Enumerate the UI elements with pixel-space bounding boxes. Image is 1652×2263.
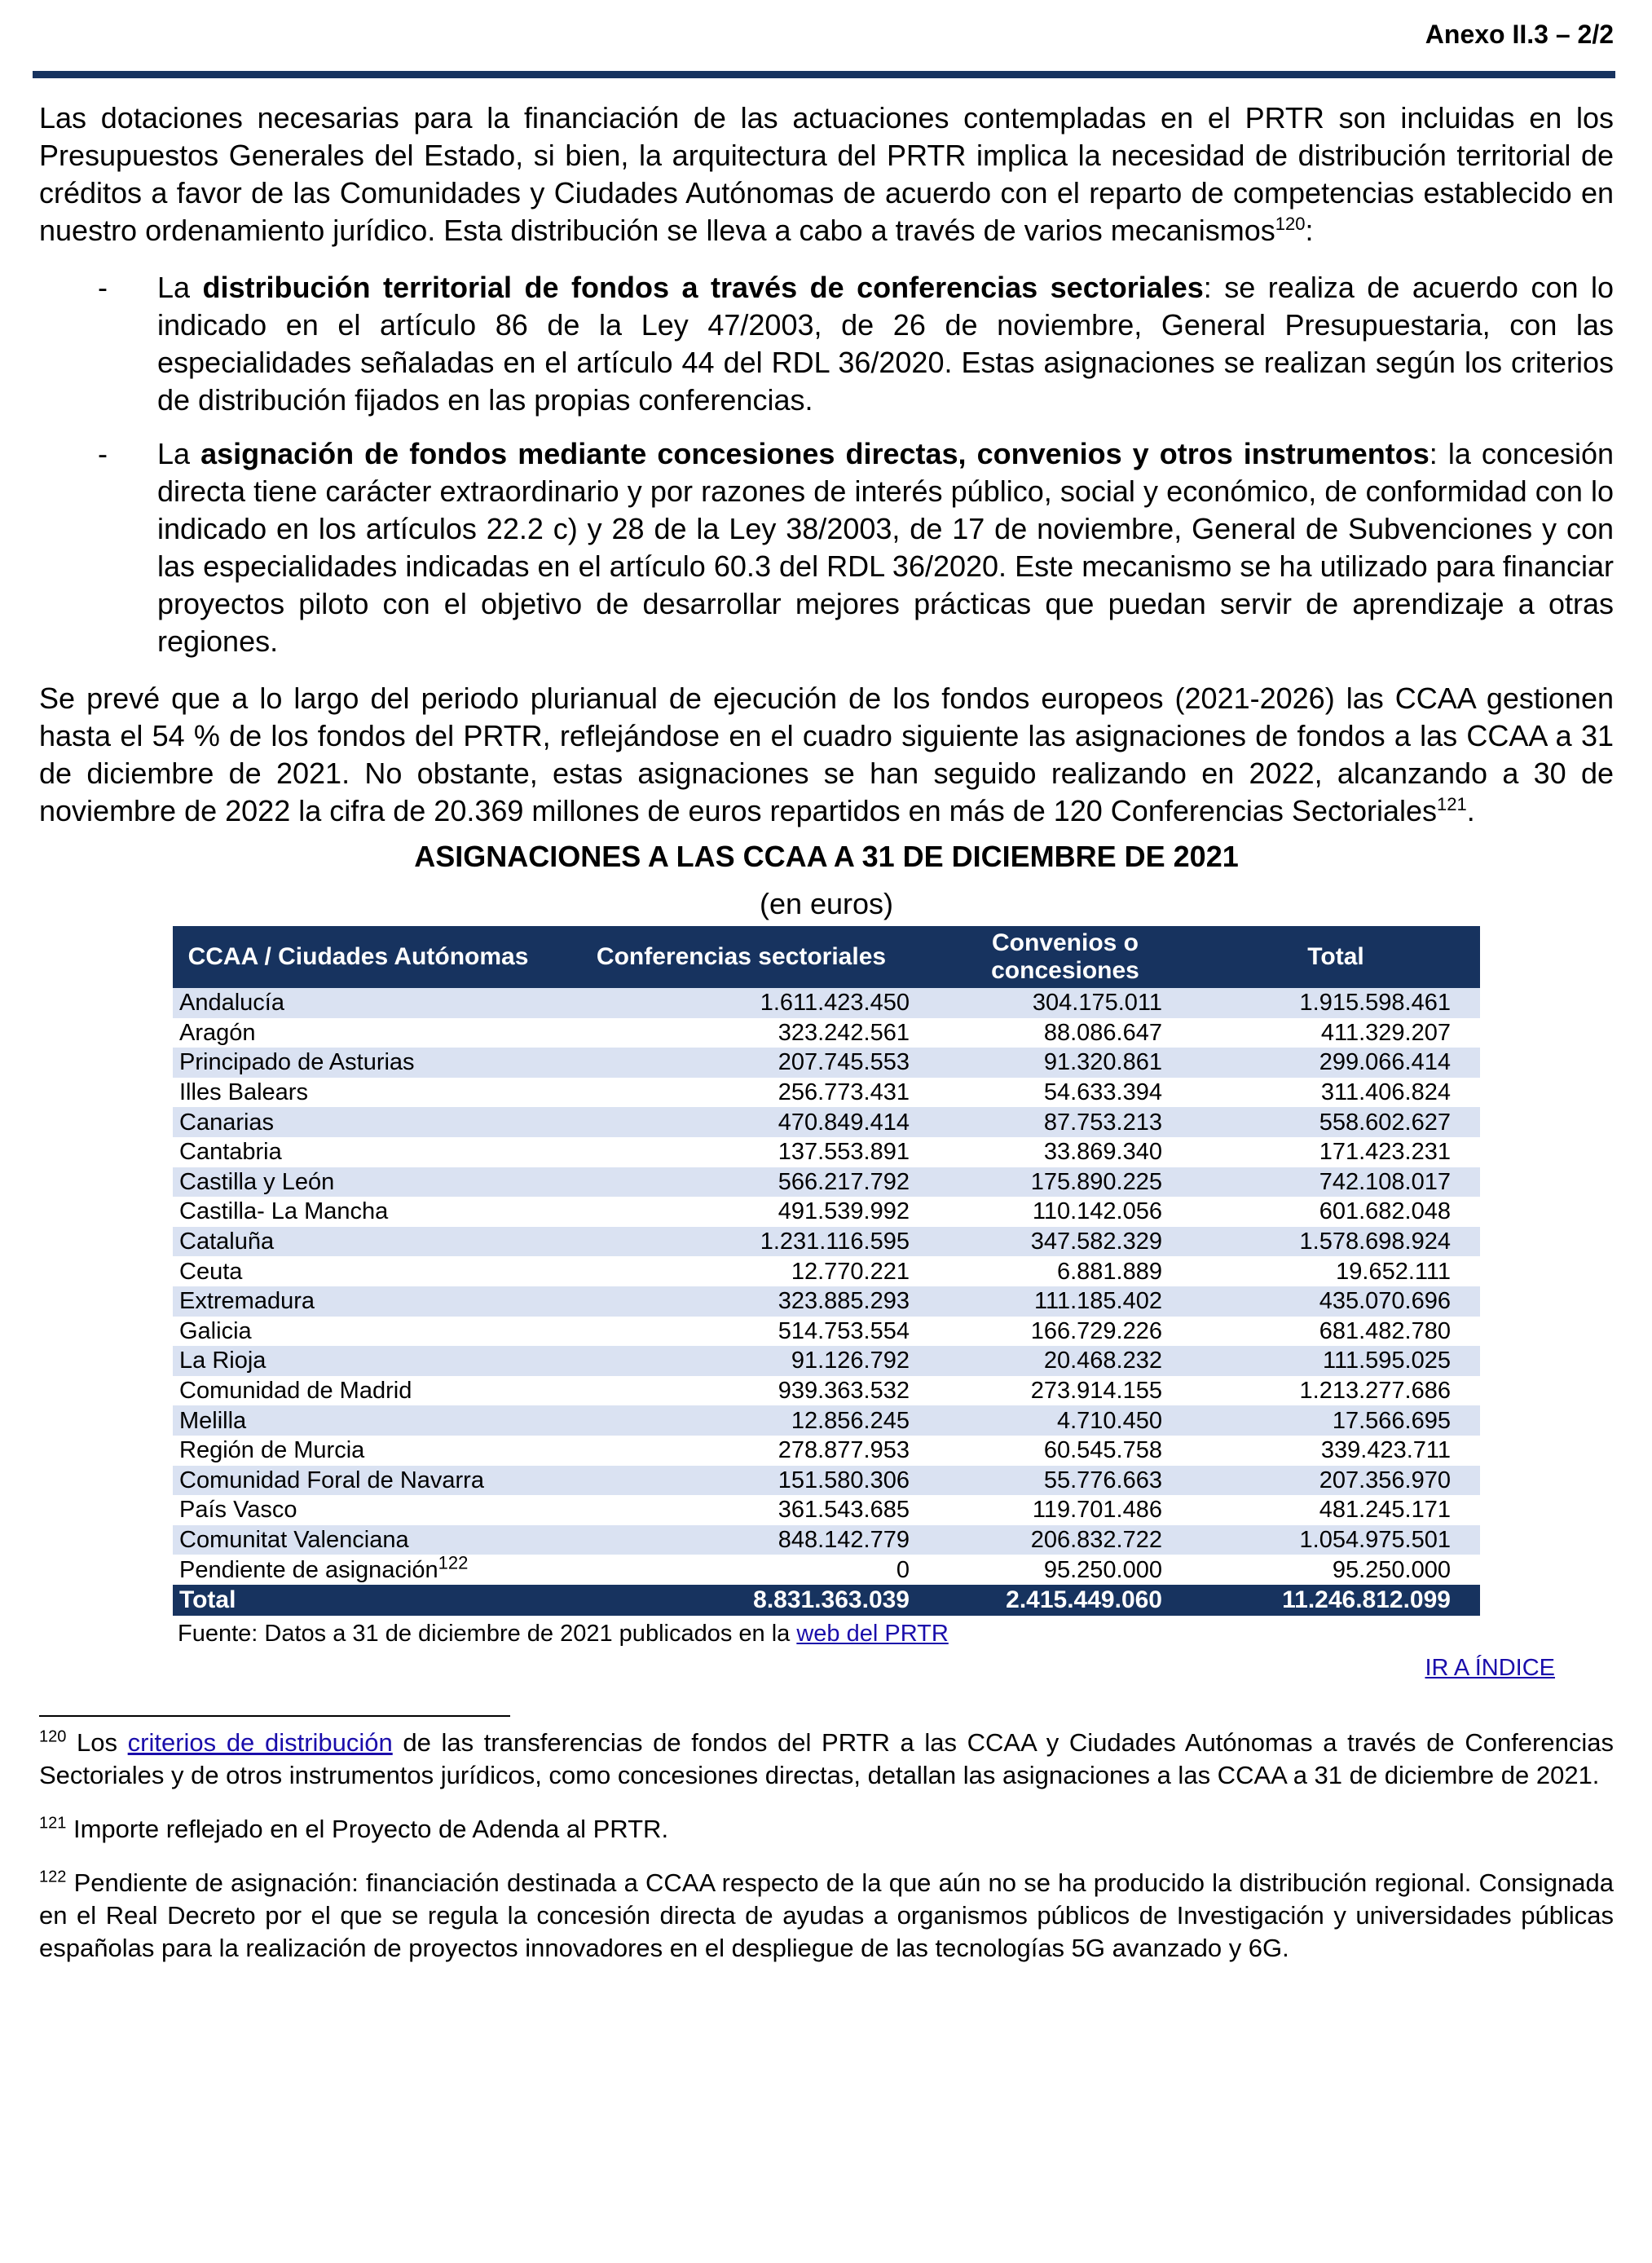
col-header-region: CCAA / Ciudades Autónomas xyxy=(173,926,544,988)
amount-cell: 1.915.598.461 xyxy=(1192,988,1480,1018)
region-name-cell: Cantabria xyxy=(173,1137,544,1167)
amount-cell: 171.423.231 xyxy=(1192,1137,1480,1167)
amount-cell: 1.213.277.686 xyxy=(1192,1376,1480,1406)
region-name-cell: Comunidad de Madrid xyxy=(173,1376,544,1406)
amount-cell: 742.108.017 xyxy=(1192,1167,1480,1198)
region-name-cell: País Vasco xyxy=(173,1495,544,1525)
region-name-cell: Extremadura xyxy=(173,1286,544,1317)
amount-cell: 566.217.792 xyxy=(544,1167,939,1198)
body-text xyxy=(39,99,1614,1986)
region-name-cell: Andalucía xyxy=(173,988,544,1018)
table-title: ASIGNACIONES A LAS CCAA A 31 DE DICIEMBRE DE 2021 xyxy=(414,840,1239,873)
amount-cell: 0 xyxy=(544,1555,939,1585)
region-name-cell xyxy=(173,1551,544,1585)
bullet-bold: distribución territorial de fondos a través de conferencias sectoriales xyxy=(202,271,1204,304)
table-row xyxy=(173,988,1480,1018)
amount-cell: 95.250.000 xyxy=(1192,1555,1480,1585)
amount-cell: 207.356.970 xyxy=(1192,1466,1480,1496)
amount-cell: 137.553.891 xyxy=(544,1137,939,1167)
table-row xyxy=(173,1048,1480,1078)
mechanism-list xyxy=(39,269,1614,660)
region-name-cell: Región de Murcia xyxy=(173,1436,544,1466)
amount-cell: 481.245.171 xyxy=(1192,1495,1480,1525)
table-row xyxy=(173,1376,1480,1406)
table-row xyxy=(173,1256,1480,1286)
bullet-bold: asignación de fondos mediante concesiones directas, convenios y otros instrumentos xyxy=(200,437,1430,470)
total-agreements: 2.415.449.060 xyxy=(939,1585,1192,1616)
table-row xyxy=(173,1525,1480,1555)
amount-cell: 4.710.450 xyxy=(939,1405,1192,1436)
amount-cell: 91.126.792 xyxy=(544,1346,939,1376)
total-label: Total xyxy=(173,1585,544,1616)
col-header-total: Total xyxy=(1192,926,1480,988)
footnote-122 xyxy=(39,1867,1614,1965)
region-name-cell: Castilla y León xyxy=(173,1167,544,1198)
amount-cell: 361.543.685 xyxy=(544,1495,939,1525)
amount-cell: 558.602.627 xyxy=(1192,1107,1480,1137)
col-header-conferences: Conferencias sectoriales xyxy=(544,926,939,988)
table-row xyxy=(173,1436,1480,1466)
region-name-cell: Comunitat Valenciana xyxy=(173,1525,544,1555)
bullet-rest: : la concesión directa tiene carácter extraordinario y por razones de interés público, social y económico, de conformidad con lo indicado en los artículos 22.2 c) y 28 de la Ley 38/2003, de 17 de noviembre, General de Subvenciones y con las especialidades indicadas en el artículo 60.3 del RDL 36/2020. Este mecanismo se ha utilizado para financiar proyectos piloto con el objetivo de desarrollar mejores prácticas que puedan servir de aprendizaje a otras regiones. xyxy=(157,437,1615,658)
table-row xyxy=(173,1495,1480,1525)
amount-cell: 491.539.992 xyxy=(544,1197,939,1227)
amount-cell: 273.914.155 xyxy=(939,1376,1192,1406)
amount-cell: 110.142.056 xyxy=(939,1197,1192,1227)
amount-cell: 111.185.402 xyxy=(939,1286,1192,1317)
table-row xyxy=(173,1197,1480,1227)
amount-cell: 681.482.780 xyxy=(1192,1317,1480,1347)
dash-bullet: - xyxy=(98,271,108,304)
region-name-cell: Aragón xyxy=(173,1018,544,1048)
amount-cell: 20.468.232 xyxy=(939,1346,1192,1376)
header-rule xyxy=(33,71,1615,78)
footnote-ref-121[interactable]: 121 xyxy=(1437,794,1467,814)
table-row xyxy=(173,1346,1480,1376)
region-name-cell: Canarias xyxy=(173,1107,544,1137)
amount-cell: 411.329.207 xyxy=(1192,1018,1480,1048)
allocations-table xyxy=(173,926,1480,1616)
amount-cell: 323.242.561 xyxy=(544,1018,939,1048)
amount-cell: 1.231.116.595 xyxy=(544,1227,939,1257)
total-total: 11.246.812.099 xyxy=(1192,1585,1480,1616)
table-row xyxy=(173,1286,1480,1317)
footnote-number: 120 xyxy=(39,1727,67,1746)
amount-cell: 91.320.861 xyxy=(939,1048,1192,1078)
list-item xyxy=(39,269,1614,419)
amount-cell: 119.701.486 xyxy=(939,1495,1192,1525)
amount-cell: 347.582.329 xyxy=(939,1227,1192,1257)
footnote-text: Pendiente de asignación: financiación destinada a CCAA respecto de la que aún no se ha producido la distribución regional. Consignada en el Real Decreto por el que se regula la concesión directa de ayudas a organismos públicos de Investigación y universidades públicas españolas para la realización de proyectos innovadores en el despliegue de las tecnologías 5G avanzado y 6G. xyxy=(39,1868,1614,1962)
amount-cell: 166.729.226 xyxy=(939,1317,1192,1347)
amount-cell: 60.545.758 xyxy=(939,1436,1192,1466)
amount-cell: 12.856.245 xyxy=(544,1405,939,1436)
amount-cell: 111.595.025 xyxy=(1192,1346,1480,1376)
forecast-paragraph xyxy=(39,680,1614,830)
amount-cell: 151.580.306 xyxy=(544,1466,939,1496)
amount-cell: 470.849.414 xyxy=(544,1107,939,1137)
amount-cell: 95.250.000 xyxy=(939,1555,1192,1585)
table-subtitle: (en euros) xyxy=(759,887,894,920)
footnote-ref-122[interactable]: 122 xyxy=(438,1551,469,1573)
table-row-pending xyxy=(173,1555,1480,1585)
table-row xyxy=(173,1466,1480,1496)
region-name-cell: Castilla- La Mancha xyxy=(173,1197,544,1227)
amount-cell: 278.877.953 xyxy=(544,1436,939,1466)
amount-cell: 175.890.225 xyxy=(939,1167,1192,1198)
table-row xyxy=(173,1078,1480,1108)
footnote-120 xyxy=(39,1727,1614,1792)
table-source xyxy=(178,1619,1614,1648)
amount-cell: 19.652.111 xyxy=(1192,1256,1480,1286)
amount-cell: 207.745.553 xyxy=(544,1048,939,1078)
amount-cell: 88.086.647 xyxy=(939,1018,1192,1048)
table-row xyxy=(173,1405,1480,1436)
region-name-cell: Galicia xyxy=(173,1317,544,1347)
amount-cell: 87.753.213 xyxy=(939,1107,1192,1137)
amount-cell: 256.773.431 xyxy=(544,1078,939,1108)
amount-cell: 12.770.221 xyxy=(544,1256,939,1286)
region-name-cell: La Rioja xyxy=(173,1346,544,1376)
amount-cell: 848.142.779 xyxy=(544,1525,939,1555)
footnote-number: 122 xyxy=(39,1868,67,1886)
forecast-end: . xyxy=(1466,794,1475,827)
amount-cell: 17.566.695 xyxy=(1192,1405,1480,1436)
intro-paragraph xyxy=(39,99,1614,249)
table-total-row xyxy=(173,1585,1480,1616)
region-name-cell: Melilla xyxy=(173,1405,544,1436)
region-name-cell: Cataluña xyxy=(173,1227,544,1257)
back-to-index-link[interactable]: IR A ÍNDICE xyxy=(1425,1654,1555,1681)
table-row xyxy=(173,1227,1480,1257)
amount-cell: 514.753.554 xyxy=(544,1317,939,1347)
region-name-cell: Ceuta xyxy=(173,1256,544,1286)
amount-cell: 299.066.414 xyxy=(1192,1048,1480,1078)
table-row xyxy=(173,1317,1480,1347)
intro-text: Las dotaciones necesarias para la financiación de las actuaciones contempladas en el PRTR son incluidas en los Presupuestos Generales del Estado, si bien, la arquitectura del PRTR implica la necesidad de distribución territorial de créditos a favor de las Comunidades y Ciudades Autónomas de acuerdo con el reparto de competencias establecido en nuestro ordenamiento jurídico. Esta distribución se lleva a cabo a través de varios mecanismos xyxy=(39,101,1614,247)
region-name-cell: Comunidad Foral de Navarra xyxy=(173,1466,544,1496)
bullet-pre: La xyxy=(157,271,203,304)
amount-cell: 1.611.423.450 xyxy=(544,988,939,1018)
intro-end: : xyxy=(1305,214,1314,247)
amount-cell: 323.885.293 xyxy=(544,1286,939,1317)
amount-cell: 54.633.394 xyxy=(939,1078,1192,1108)
footnote-text: de las transferencias de fondos del PRTR a las CCAA y Ciudades Autónomas a través de Conferencias Sectoriales y de otros instrumentos jurídicos, como concesiones directas, detallan las asignaciones a las CCAA a 31 de diciembre de 2021. xyxy=(39,1727,1614,1789)
table-row xyxy=(173,1137,1480,1167)
table-body xyxy=(173,988,1480,1585)
table-row xyxy=(173,1107,1480,1137)
prtr-web-link[interactable]: web del PRTR xyxy=(796,1620,949,1647)
amount-cell: 1.578.698.924 xyxy=(1192,1227,1480,1257)
bullet-rest: : se realiza de acuerdo con lo indicado en el artículo 86 de la Ley 47/2003, de 26 de noviembre, General Presupuestaria, con las especialidades señaladas en el artículo 44 del RDL 36/2020. Estas asignaciones se realizan según los criterios de distribución fijados en las propias conferencias. xyxy=(157,271,1614,417)
page-header: Anexo II.3 – 2/2 xyxy=(1425,20,1614,49)
amount-cell: 304.175.011 xyxy=(939,988,1192,1018)
amount-cell: 435.070.696 xyxy=(1192,1286,1480,1317)
table-row xyxy=(173,1167,1480,1198)
amount-cell: 33.869.340 xyxy=(939,1137,1192,1167)
footnotes xyxy=(39,1727,1614,1965)
amount-cell: 339.423.711 xyxy=(1192,1436,1480,1466)
index-link-container xyxy=(39,1653,1555,1683)
amount-cell: 55.776.663 xyxy=(939,1466,1192,1496)
region-name-cell: Illes Balears xyxy=(173,1078,544,1108)
pending-label: Pendiente de asignación xyxy=(179,1556,438,1583)
bullet-pre: La xyxy=(157,437,201,470)
region-name-cell: Principado de Asturias xyxy=(173,1048,544,1078)
footnote-text: Importe reflejado en el Proyecto de Adenda al PRTR. xyxy=(66,1814,669,1843)
amount-cell: 311.406.824 xyxy=(1192,1078,1480,1108)
amount-cell: 601.682.048 xyxy=(1192,1197,1480,1227)
footnote-text: Los xyxy=(66,1727,128,1757)
footnote-separator xyxy=(39,1715,510,1717)
amount-cell: 1.054.975.501 xyxy=(1192,1525,1480,1555)
amount-cell: 6.881.889 xyxy=(939,1256,1192,1286)
amount-cell: 206.832.722 xyxy=(939,1525,1192,1555)
total-conferences: 8.831.363.039 xyxy=(544,1585,939,1616)
source-text: Fuente: Datos a 31 de diciembre de 2021 publicados en la xyxy=(178,1620,797,1647)
list-item xyxy=(39,435,1614,660)
footnote-121 xyxy=(39,1813,1614,1846)
amount-cell: 939.363.532 xyxy=(544,1376,939,1406)
dash-bullet: - xyxy=(98,437,108,470)
forecast-text: Se prevé que a lo largo del periodo plurianual de ejecución de los fondos europeos (2021-2026) las CCAA gestionen hasta el 54 % de los fondos del PRTR, reflejándose en el cuadro siguiente las asignaciones de fondos a las CCAA a 31 de diciembre de 2021. No obstante, estas asignaciones se han seguido realizando en 2022, alcanzando a 30 de noviembre de 2022 la cifra de 20.369 millones de euros repartidos en más de 120 Conferencias Sectoriales xyxy=(39,682,1614,827)
distribution-criteria-link[interactable]: criterios de distribución xyxy=(127,1727,393,1757)
footnote-number: 121 xyxy=(39,1814,67,1833)
col-header-agreements: Convenios o concesiones xyxy=(939,926,1192,988)
table-header-row xyxy=(173,926,1480,988)
table-row xyxy=(173,1018,1480,1048)
footnote-ref-120[interactable]: 120 xyxy=(1275,214,1306,234)
